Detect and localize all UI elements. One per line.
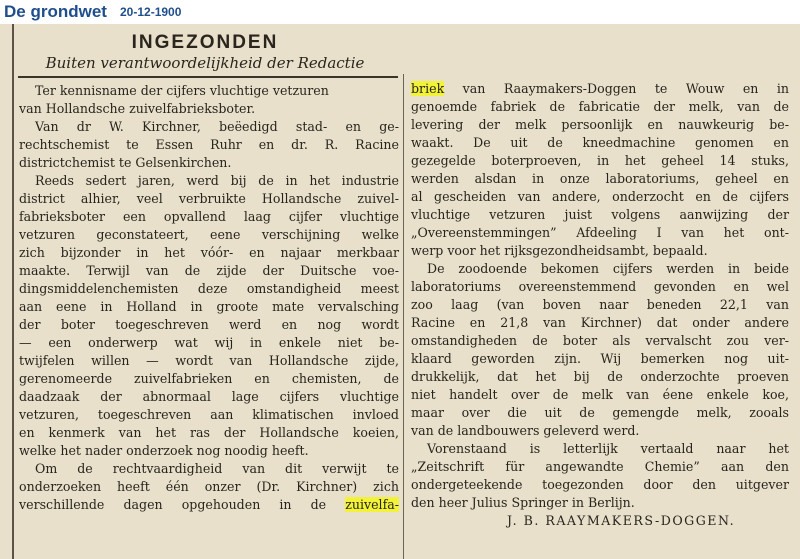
text-line: maar over die uit de gemengde melk, zooals [411, 405, 789, 420]
text-line: den heer Julius Springer in Berlijn. [411, 495, 635, 510]
text-line: ondergeteekende toegezonden door den uitgever [411, 477, 789, 492]
text-line: vetzuren, toegeschreven aan klimatischen invloed [19, 407, 399, 422]
publication-date: 20-12-1900 [120, 5, 182, 19]
article-subheading: Buiten verantwoordelijkheid der Redactie [45, 54, 365, 72]
text-line-rest: van Raaymakers-Doggen te Wouw en in [444, 81, 789, 96]
column-rule-middle [403, 74, 404, 559]
text-line: gerenomeerde zuivelfabrieken en chemisten, de [19, 371, 399, 386]
text-line [411, 80, 789, 98]
text-line: „Overeenstemmingen” Afdeeling I van het ont- [411, 225, 789, 240]
text-line: dingsmiddelenchemisten deze omstandigheid meest [19, 281, 399, 296]
article-heading: INGEZONDEN [131, 32, 279, 53]
text-line: daadzaak der abnormaal lage cijfers vluchtige [19, 389, 399, 404]
text-line: zoo laag (van boven naar beneden 22,1 van [411, 297, 789, 312]
text-line: werp voor het rijksgezondheidsambt, bepaald. [411, 243, 708, 258]
text-line: — een onderwerp wat wij in enkele niet be- [19, 335, 399, 350]
right-column [411, 80, 789, 530]
text-line: laboratoriums overeenstemmend gevonden en wel [411, 279, 789, 294]
text-line: twijfelen willen — wordt van Hollandsche zijde, [19, 353, 399, 368]
text-line: levering der melk persoonlijk en nauwkeurig be- [411, 117, 789, 132]
text-line: welke het nader onderzoek nog noodig heeft. [19, 443, 309, 458]
text-line: werden alsdan in onze laboratoriums, geheel en [411, 171, 789, 186]
text-line: onderzoeken heeft één onzer (Dr. Kirchner) zich [19, 479, 399, 494]
text-line: waakt. De uit de kneedmachine genomen en [411, 135, 789, 150]
article-signature: J. B. RAAYMAKERS-DOGGEN. [507, 513, 736, 528]
text-line: „Zeitschrift für angewandte Chemie” aan den [411, 459, 789, 474]
heading-rule [18, 76, 398, 78]
newspaper-clipping [0, 24, 800, 559]
newspaper-name[interactable]: De grondwet [4, 2, 107, 21]
text-line: der boter toegeschreven werd en nog wordt [19, 317, 399, 332]
search-highlight[interactable]: zuivelfa- [345, 497, 399, 512]
text-line: Reeds sedert jaren, werd bij de in het industrie [35, 173, 399, 188]
left-column [19, 82, 399, 514]
text-line: gezegelde boterproeven, in het geheel 14 stuks, [411, 153, 789, 168]
text-line: Vorenstaand is letterlijk vertaald naar het [427, 441, 789, 456]
text-line: Ter kennisname der cijfers vluchtige vetzuren [35, 83, 329, 98]
source-bar [0, 0, 800, 24]
text-line: en kenmerk van het ras der Hollandsche koeien, [19, 425, 399, 440]
text-line: fabrieksboter een opvallend laag cijfer vluchtige [19, 209, 399, 224]
text-line: omstandigheden de boter als vervalscht zou ver- [411, 333, 789, 348]
text-line: zich bijzonder in het vóór- en najaar merkbaar [19, 245, 399, 260]
text-line [19, 496, 399, 514]
text-line: maakte. Terwijl van de zijde der Duitsche voe- [19, 263, 399, 278]
text-line: niet handelt over de melk van éene enkele koe, [411, 387, 789, 402]
text-line: al gescheiden van andere, onderzocht en de cijfers [411, 189, 789, 204]
text-line: drukkelijk, dat het bij de onderzochte proeven [411, 369, 789, 384]
text-line: Racine en 21,8 van Kirchner) dat onder andere [411, 315, 789, 330]
text-line: Om de rechtvaardigheid van dit verwijt te [35, 461, 399, 476]
column-rule-left [12, 24, 14, 559]
text-line: De zoodoende bekomen cijfers werden in beide [427, 261, 789, 276]
text-line: aan eene in Holland in groote mate vervalsching [19, 299, 399, 314]
text-line: genoemde fabriek de fabricatie der melk, van de [411, 99, 789, 114]
text-line: vetzuren geconstateert, eene verschijning welke [19, 227, 399, 242]
text-line: van Hollandsche zuivelfabrieksboter. [19, 101, 256, 116]
text-line: van de landbouwers geleverd werd. [411, 423, 640, 438]
search-highlight[interactable]: briek [411, 81, 445, 96]
text-line: rechtschemist te Essen Ruhr en dr. R. Racine [19, 137, 399, 152]
text-line-start: verschillende dagen opgehouden in de [19, 497, 327, 512]
text-line: vluchtige vetzuren juist volgens aanwijzing der [411, 207, 789, 222]
text-line: Van dr W. Kirchner, beëedigd stad- en ge- [35, 119, 399, 134]
text-line: klaard geworden zijn. Wij bemerken nog uit- [411, 351, 789, 366]
text-line: districtchemist te Gelsenkirchen. [19, 155, 232, 170]
text-line: district alhier, veel verbruikte Hollandsche zuivel- [19, 191, 399, 206]
